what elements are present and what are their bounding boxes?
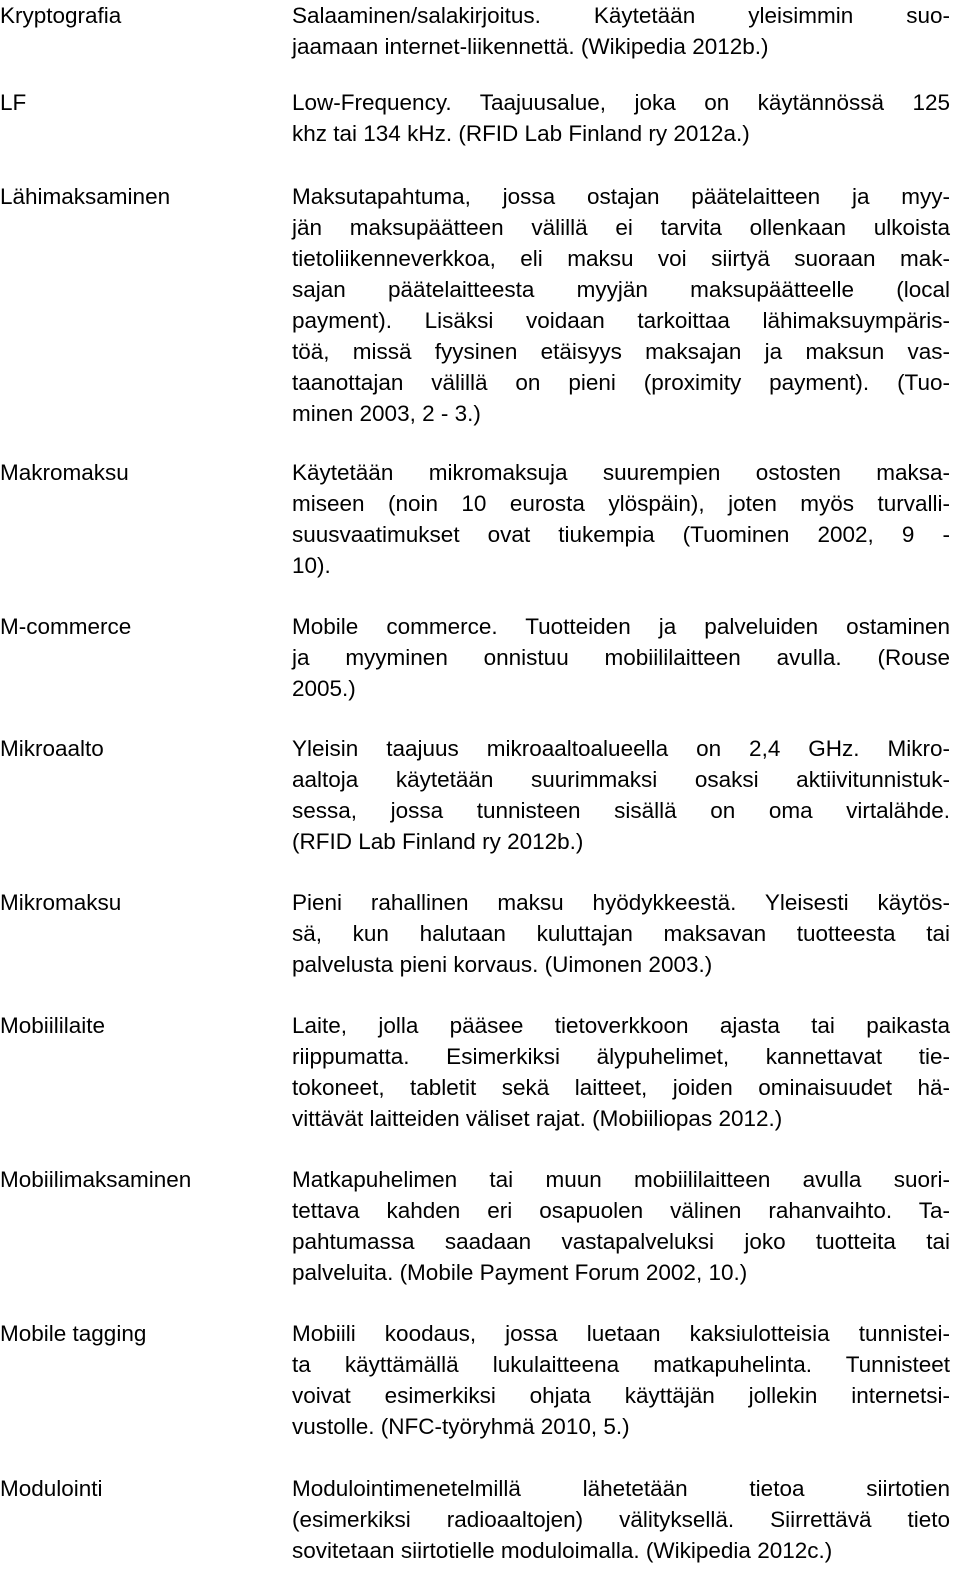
glossary-term: Mobiililaite <box>0 1013 106 1038</box>
glossary-definition <box>292 887 950 980</box>
glossary-term: Mikroaalto <box>0 736 104 761</box>
glossary-term: Mobile tagging <box>0 1321 147 1346</box>
definition-line: (esimerkiksi radioaaltojen) välityksellä. Siirrettävä tieto <box>292 1507 950 1532</box>
definition-line: aaltoja käytetään suurimmaksi osaksi aktiivitunnistuk- <box>292 767 950 792</box>
glossary-definition <box>292 611 950 704</box>
definition-line: pahtumassa saadaan vastapalveluksi joko tuotteita tai <box>292 1229 950 1254</box>
definition-line: sovitetaan siirtotielle moduloimalla. (Wikipedia 2012c.) <box>292 1538 833 1563</box>
definition-line: 10). <box>292 553 331 578</box>
definition-line: sajan päätelaitteesta myyjän maksupäätteelle (local <box>292 277 950 302</box>
definition-line: Mobile commerce. Tuotteiden ja palveluiden ostaminen <box>292 614 950 639</box>
definition-line: Matkapuhelimen tai muun mobiililaitteen avulla suori- <box>292 1167 950 1192</box>
definition-line: Salaaminen/salakirjoitus. Käytetään yleisimmin suo- <box>292 3 950 28</box>
definition-line: vustolle. (NFC-työryhmä 2010, 5.) <box>292 1414 630 1439</box>
glossary-definition <box>292 1318 950 1442</box>
glossary-definition <box>292 1010 950 1134</box>
glossary-definition <box>292 181 950 429</box>
definition-line: voivat esimerkiksi ohjata käyttäjän jollekin internetsi- <box>292 1383 950 1408</box>
definition-line: Low-Frequency. Taajuusalue, joka on käytännössä 125 <box>292 90 950 115</box>
definition-line: sessa, jossa tunnisteen sisällä on oma virtalähde. <box>292 798 950 823</box>
glossary-definition <box>292 457 950 581</box>
definition-line: Yleisin taajuus mikroaaltoalueella on 2,4 GHz. Mikro- <box>292 736 950 761</box>
glossary-definition <box>292 733 950 857</box>
definition-line: khz tai 134 kHz. (RFID Lab Finland ry 2012a.) <box>292 121 750 146</box>
glossary-definition <box>292 1164 950 1288</box>
definition-line: sä, kun halutaan kuluttajan maksavan tuotteesta tai <box>292 921 950 946</box>
definition-line: riippumatta. Esimerkiksi älypuhelimet, kannettavat tie- <box>292 1044 950 1069</box>
definition-line: jän maksupäätteen välillä ei tarvita ollenkaan ulkoista <box>292 215 950 240</box>
definition-line: payment). Lisäksi voidaan tarkoittaa lähimaksuympäris- <box>292 308 950 333</box>
definition-line: tokoneet, tabletit sekä laitteet, joiden ominaisuudet hä- <box>292 1075 950 1100</box>
definition-line: palvelusta pieni korvaus. (Uimonen 2003.) <box>292 952 713 977</box>
definition-line: töä, missä fyysinen etäisyys maksajan ja maksun vas- <box>292 339 950 364</box>
definition-line: Maksutapahtuma, jossa ostajan päätelaitteen ja myy- <box>292 184 950 209</box>
definition-line: taanottajan välillä on pieni (proximity payment). (Tuo- <box>292 370 950 395</box>
definition-line: minen 2003, 2 - 3.) <box>292 401 481 426</box>
definition-line: Käytetään mikromaksuja suurempien ostosten maksa- <box>292 460 950 485</box>
definition-line: Modulointimenetelmillä lähetetään tietoa siirtotien <box>292 1476 950 1501</box>
glossary-term: Modulointi <box>0 1476 103 1501</box>
definition-line: Pieni rahallinen maksu hyödykkeestä. Yleisesti käytös- <box>292 890 950 915</box>
glossary-definition <box>292 87 950 149</box>
definition-line: ta käyttämällä lukulaitteena matkapuhelinta. Tunnisteet <box>292 1352 950 1377</box>
definition-line: suusvaatimukset ovat tiukempia (Tuominen 2002, 9 - <box>292 522 950 547</box>
definition-line: tietoliikenneverkkoa, eli maksu voi siirtyä suoraan mak- <box>292 246 950 271</box>
glossary-term: Lähimaksaminen <box>0 184 171 209</box>
definition-line: ja myyminen onnistuu mobiililaitteen avulla. (Rouse <box>292 645 950 670</box>
definition-line: palveluita. (Mobile Payment Forum 2002, 10.) <box>292 1260 748 1285</box>
definition-line: Mobiili koodaus, jossa luetaan kaksiulotteisia tunnistei- <box>292 1321 950 1346</box>
definition-line: vittävät laitteiden väliset rajat. (Mobiiliopas 2012.) <box>292 1106 783 1131</box>
definition-line: jaamaan internet-liikennettä. (Wikipedia 2012b.) <box>292 34 769 59</box>
glossary-term: Makromaksu <box>0 460 129 485</box>
glossary-term: Mikromaksu <box>0 890 122 915</box>
glossary-term: Mobiilimaksaminen <box>0 1167 192 1192</box>
glossary-term: Kryptografia <box>0 3 122 28</box>
glossary-term: LF <box>0 90 27 115</box>
glossary-definition <box>292 0 950 62</box>
glossary-definition <box>292 1473 950 1566</box>
definition-line: 2005.) <box>292 676 356 701</box>
definition-line: (RFID Lab Finland ry 2012b.) <box>292 829 584 854</box>
definition-line: tettava kahden eri osapuolen välinen rahanvaihto. Ta- <box>292 1198 950 1223</box>
definition-line: miseen (noin 10 eurosta ylöspäin), joten myös turvalli- <box>292 491 950 516</box>
definition-line: Laite, jolla pääsee tietoverkkoon ajasta tai paikasta <box>292 1013 950 1038</box>
glossary-term: M-commerce <box>0 614 132 639</box>
